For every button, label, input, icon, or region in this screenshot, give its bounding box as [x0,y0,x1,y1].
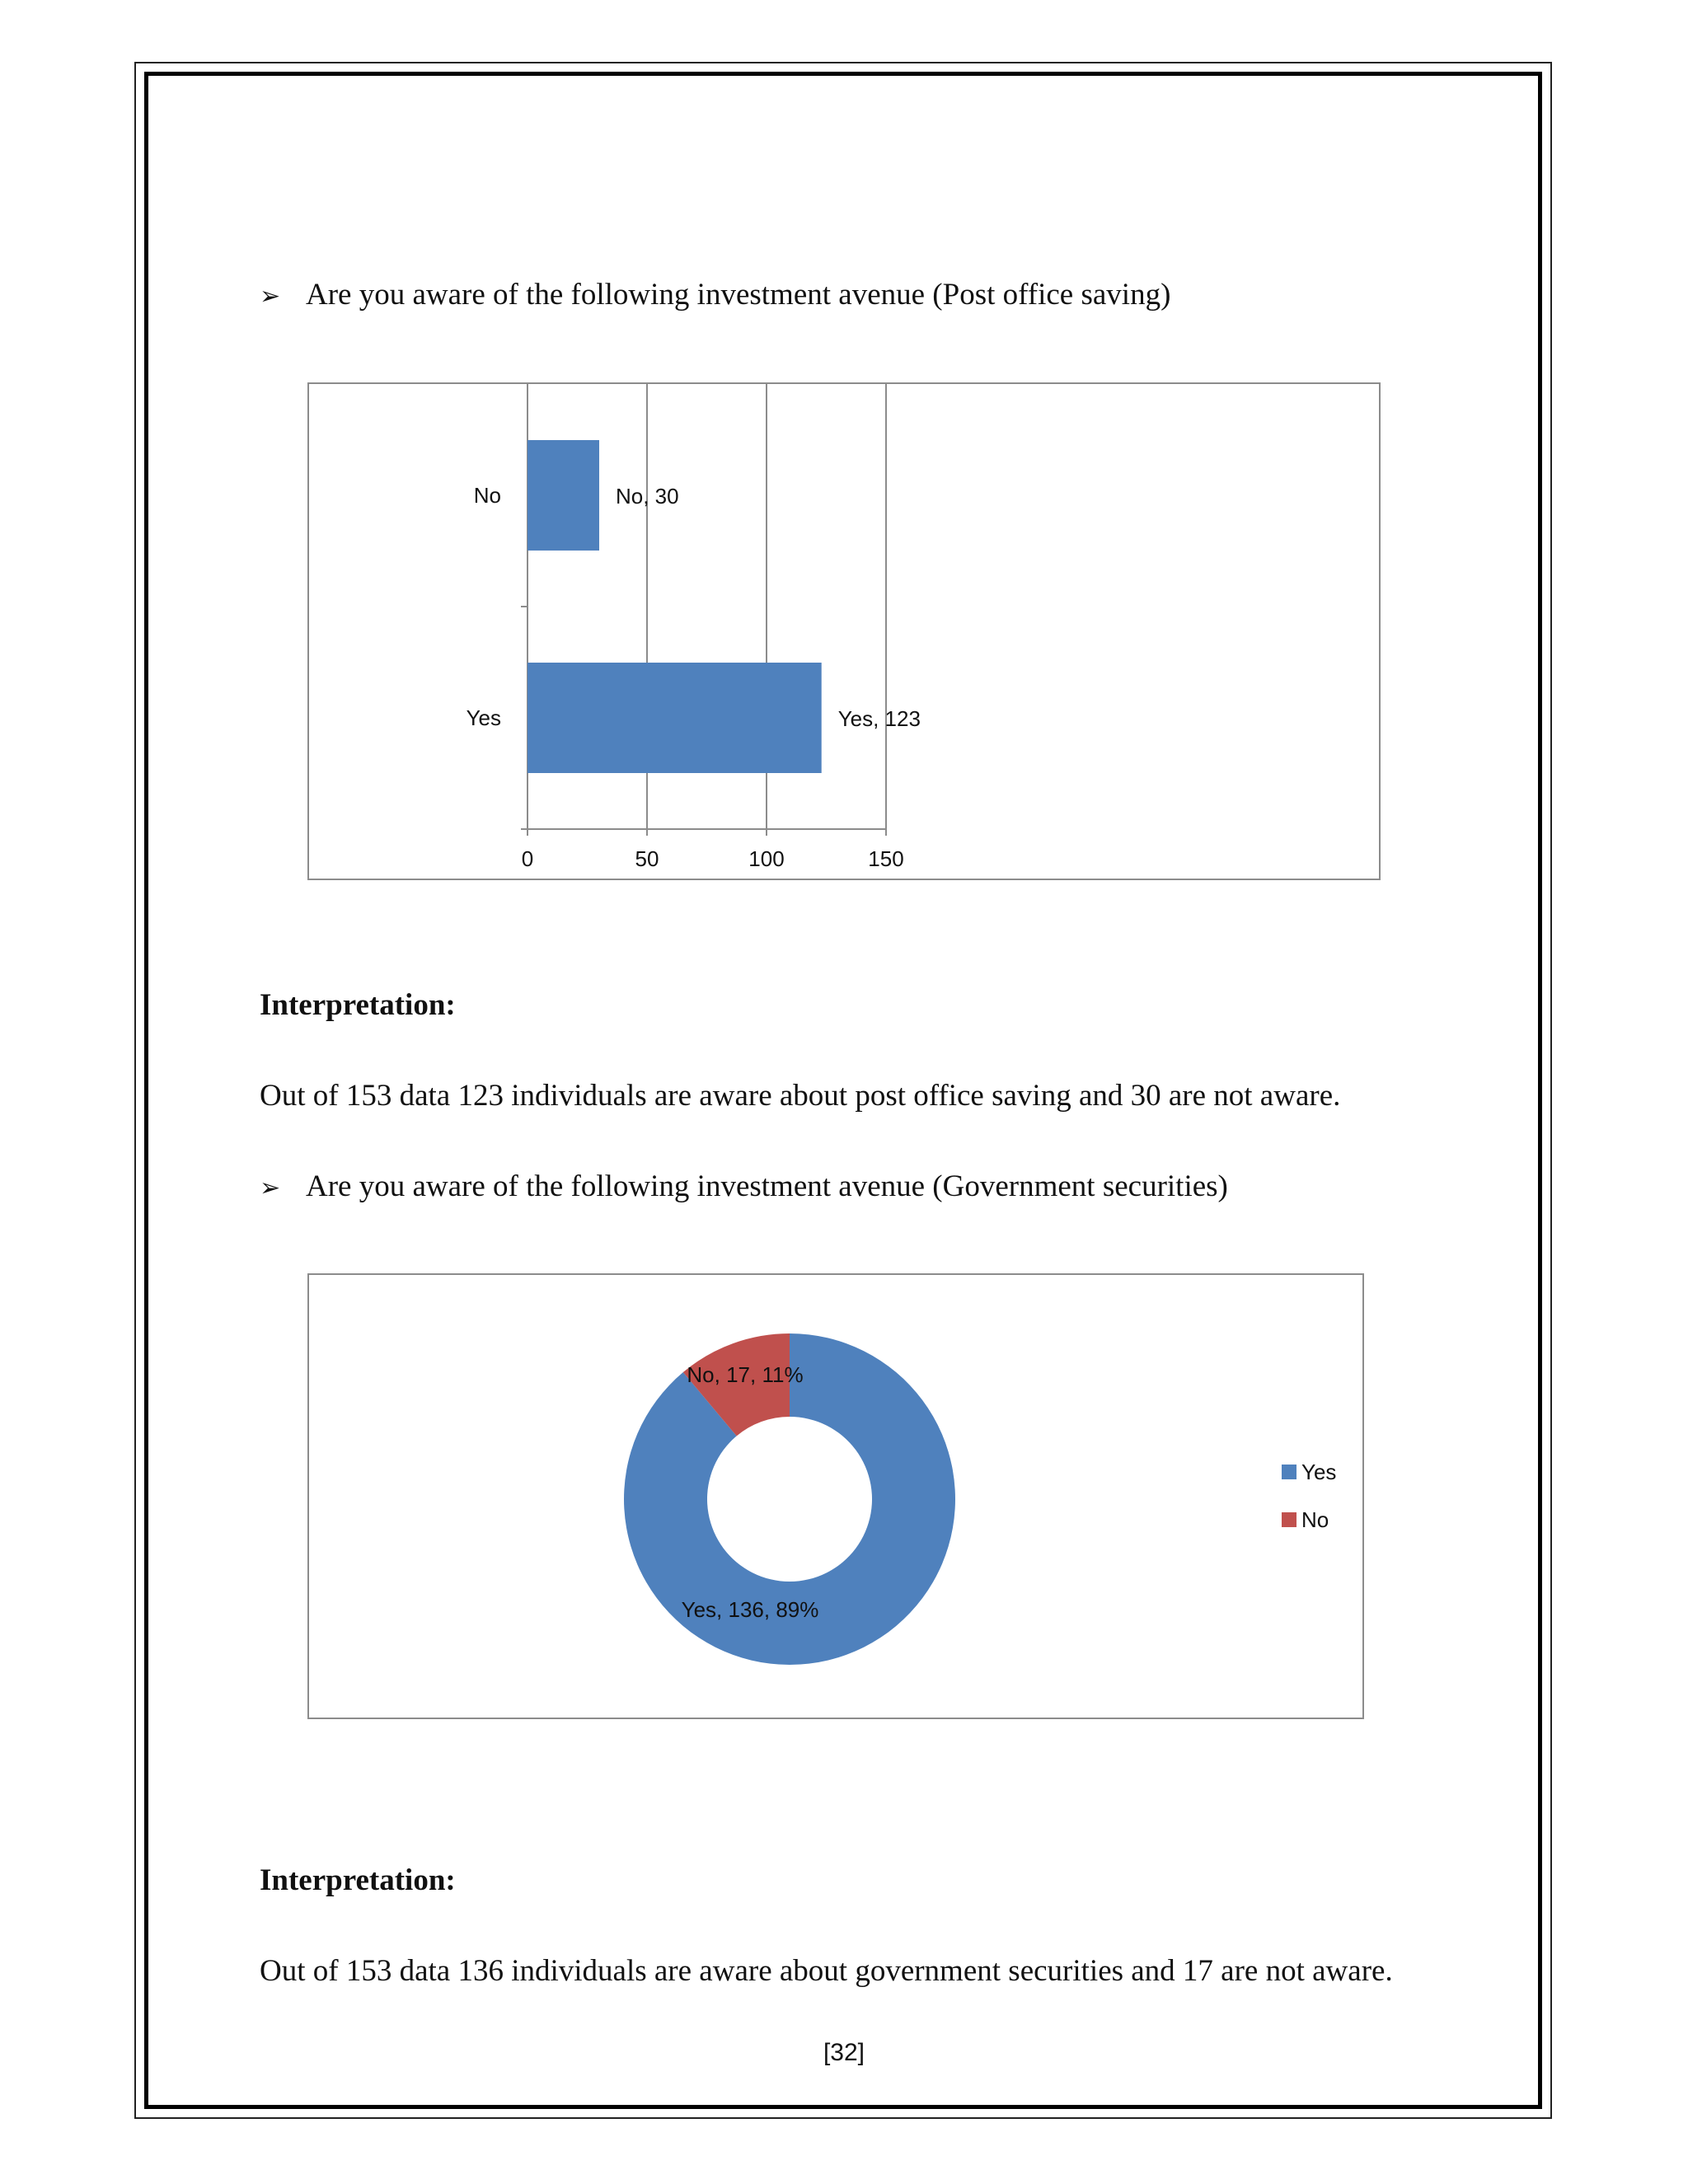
question-2 [260,1169,1228,1207]
interpretation-heading-1: Interpretation: [260,988,456,1022]
question-1-text: Are you aware of the following investment avenue (Post office saving) [306,278,1171,312]
page-number: [32] [823,2039,865,2066]
interpretation-text-2: Out of 153 data 136 individuals are aware about government securities and 17 are not aware. [260,1954,1393,1988]
donut-chart [307,1273,1364,1719]
legend-swatch-yes [1282,1465,1296,1479]
question-2-text: Are you aware of the following investment avenue (Government securities) [306,1169,1228,1203]
question-1 [260,277,1170,315]
bar-chart [307,382,1381,880]
category-label-yes: Yes [466,705,501,730]
category-label-no: No [473,483,501,508]
arrow-bullet-icon: ➢ [260,282,281,311]
donut-chart-svg [309,1275,1366,1721]
x-tick-label-150: 150 [868,846,904,871]
x-tick-label-0: 0 [521,846,534,871]
data-label-yes: Yes, 123 [837,706,921,731]
x-tick-label-50: 50 [635,846,659,871]
bar-chart-svg [309,384,1382,882]
arrow-bullet-icon: ➢ [260,1174,281,1202]
interpretation-heading-2: Interpretation: [260,1863,456,1897]
legend-swatch-no [1282,1512,1296,1527]
x-tick-label-100: 100 [748,846,785,871]
data-label-yes: Yes, 136, 89% [681,1597,819,1622]
bar-yes [528,663,822,773]
legend-label-yes: Yes [1301,1460,1337,1484]
bar-no [528,440,599,551]
data-label-no: No, 30 [616,484,679,509]
legend-label-no: No [1301,1507,1329,1532]
interpretation-text-1: Out of 153 data 123 individuals are aware about post office saving and 30 are not aware. [260,1079,1341,1113]
data-label-no: No, 17, 11% [687,1362,804,1387]
